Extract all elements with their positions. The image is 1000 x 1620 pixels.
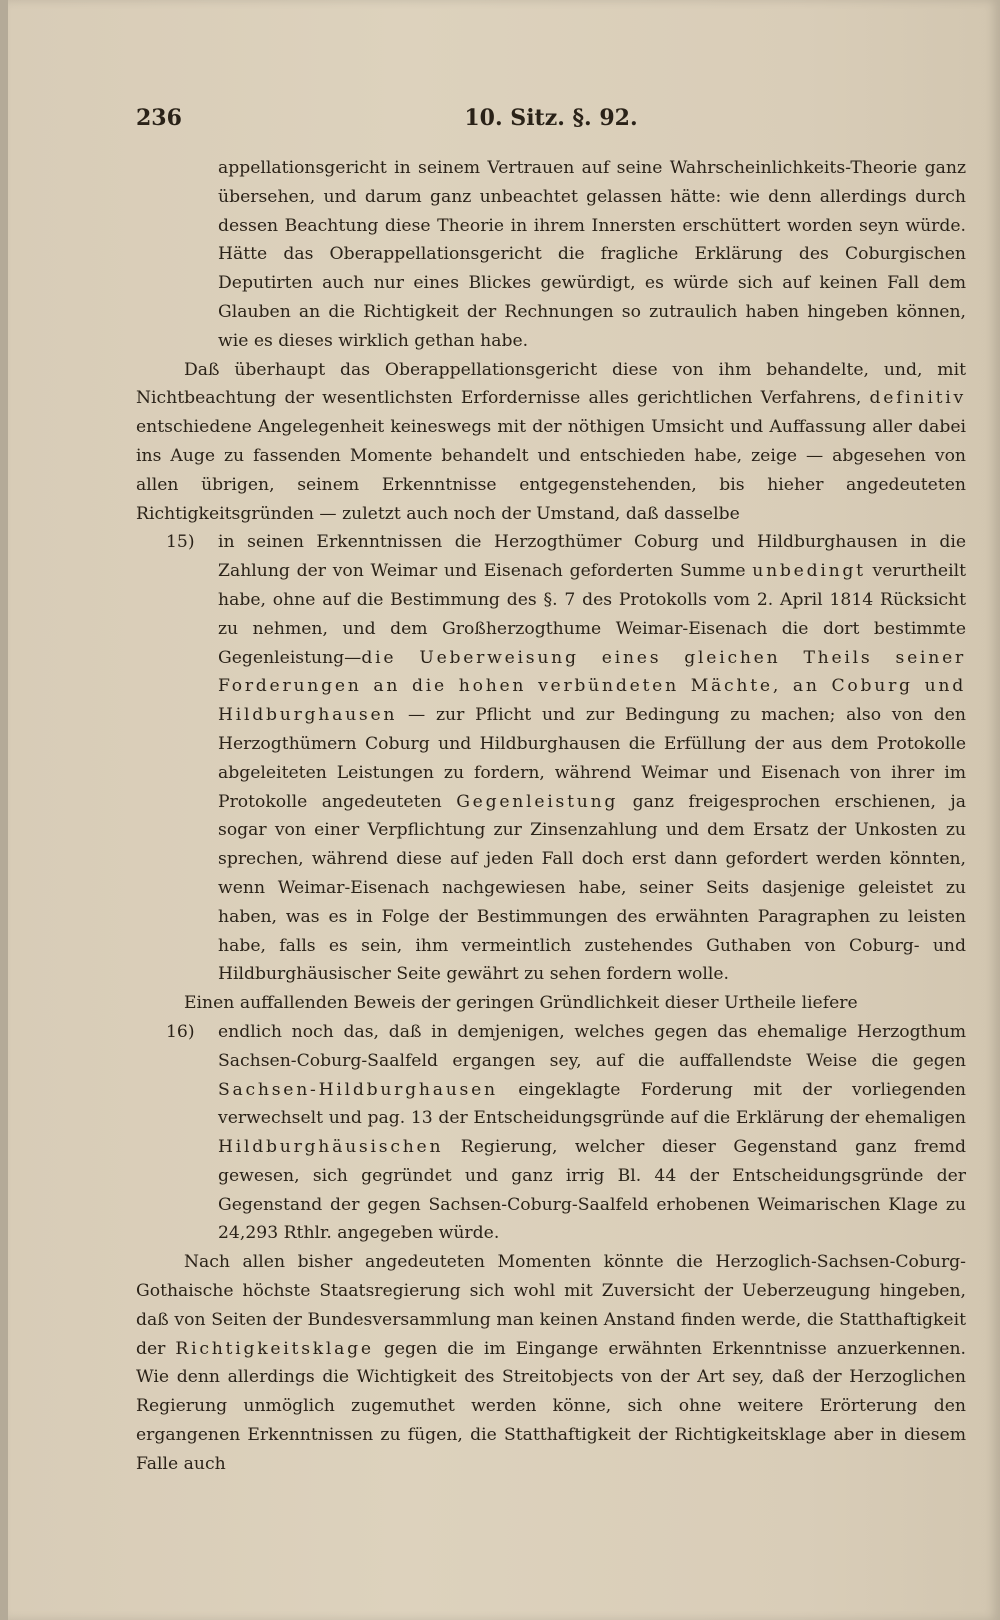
item-text: [218, 1018, 966, 1248]
paragraph-final: [136, 1248, 966, 1478]
text-span: endlich noch das, daß in demjenigen, welches gegen das ehemalige Herzogthum Sachsen-Coburg-Saalfeld ergangen sey, auf die auffallendste Weise die gegen: [218, 1021, 966, 1071]
page-number: 236: [136, 105, 182, 131]
paragraph-beweis: Einen auffallenden Beweis der geringen Gründlichkeit dieser Urtheile liefere: [184, 993, 858, 1014]
text-span: ganz freigesprochen erschienen, ja sogar von einer Verpflichtung zur Zinsenzahlung und dem Ersatz der Unkosten zu sprechen, während diese auf jeden Fall doch erst dann gefordert werden könnten, wenn Weimar-Eisenach nachgewiesen habe, seiner Seits dasjenige geleistet zu haben, was es in Folge der Bestimmungen des erwähnten Paragraphen zu leisten habe, falls es sein, ihm vermeintlich zustehendes Guthaben von Coburg- und Hildburghäusischer Seite gewährt zu sehen fordern wolle.: [218, 791, 966, 985]
numbered-item-15: [136, 528, 966, 989]
book-page: [8, 0, 1000, 1620]
item-text: [218, 528, 966, 989]
emphasis-richtigkeitsklage: Richtigkeitsklage: [175, 1338, 374, 1359]
running-title: 10. Sitz. §. 92.: [464, 105, 638, 131]
emphasis-hildburghausen: Sachsen-Hildburghausen: [218, 1079, 498, 1100]
paragraph-oberappellationsgericht: [136, 356, 966, 529]
item-number: 15): [166, 532, 195, 553]
emphasis-unbedingt: unbedingt: [752, 561, 866, 582]
emphasis-gegenleistung: Gegenleistung: [456, 791, 619, 812]
text-span: verurtheilt habe, ohne auf die Bestimmung des §. 7 des Protokolls vom 2. April 1814 Rücksicht zu nehmen, und dem Großherzogthume Weimar-Eisenach die dort bestimmte Gegenleistung—: [218, 561, 966, 668]
emphasis-definitiv: definitiv: [869, 388, 966, 409]
text-span: eingeklagte Forderung mit der vorliegenden verwechselt und pag. 13 der Entscheidungsgründe auf die Erklärung der ehemaligen: [218, 1079, 966, 1129]
item-number: 16): [166, 1021, 195, 1042]
page-content: [136, 100, 966, 1479]
numbered-item-16: [136, 1018, 966, 1248]
text-span: Nach allen bisher angedeuteten Momenten könnte die Herzoglich-Sachsen-Coburg-Gothaische höchste Staatsregierung sich wohl mit Zuversicht der Ueberzeugung hingeben, daß von Seiten der Bundesversammlung man keinen Anstand finden werde, die Statthaftigkeit der: [136, 1252, 966, 1359]
text-span: gegen die im Eingange erwähnten Erkenntnisse anzuerkennen. Wie denn allerdings die Wichtigkeit des Streitobjects von der Art sey, daß der Herzoglichen Regierung unmöglich zugemuthet werden könne, sich ohne weitere Erörterung den ergangenen Erkenntnissen zu fügen, die Statthaftigkeit der Richtigkeitsklage aber in diesem Falle auch: [136, 1338, 966, 1474]
text-span: Regierung, welcher dieser Gegenstand ganz fremd gewesen, sich gegründet und ganz irrig Bl. 44 der Entscheidungsgründe der Gegenstand der gegen Sachsen-Coburg-Saalfeld erhobenen Weimarischen Klage zu 24,293 Rthlr. angegeben würde.: [218, 1137, 966, 1244]
text-span: — zur Pflicht und zur Bedingung zu machen; also von den Herzogthümern Coburg und Hildburghausen die Erfüllung der aus dem Protokolle abgeleiteten Leistungen zu fordern, während Weimar und Eisenach von ihrer im Protokolle angedeuteten: [218, 705, 966, 812]
emphasis-ueberweisung: die Ueberweisung eines gleichen Theils seiner Forderungen an die hohen verbündeten Mächte, an Coburg und Hildburghausen: [218, 647, 966, 726]
text-span: in seinen Erkenntnissen die Herzogthümer Coburg und Hildburghausen in die Zahlung der von Weimar und Eisenach geforderten Summe: [218, 532, 966, 582]
text-span: Daß überhaupt das Oberappellationsgericht diese von ihm behandelte, und, mit Nichtbeachtung der wesentlichsten Erfordernisse alles gerichtlichen Verfahrens,: [136, 359, 966, 409]
page-header: [136, 100, 966, 136]
continued-paragraph: appellationsgericht in seinem Vertrauen auf seine Wahrscheinlichkeits-Theorie ganz übersehen, und darum ganz unbeachtet gelassen hätte: wie denn allerdings durch dessen Beachtung diese Theorie in ihrem Innersten erschüttert worden seyn würde. Hätte das Oberappellationsgericht die fragliche Erklärung des Coburgischen Deputirten auch nur eines Blickes gewürdigt, es würde sich auf keinen Fall dem Glauben an die Richtigkeit der Rechnungen so zutraulich haben hingeben können, wie es dieses wirklich gethan habe.: [218, 158, 966, 351]
emphasis-hildburghaeusischen: Hildburghäusischen: [218, 1137, 444, 1158]
text-span: entschiedene Angelegenheit keineswegs mit der nöthigen Umsicht und Auffassung aller dabei ins Auge zu fassenden Momente behandelt und entschieden habe, zeige — abgesehen von allen übrigen, seinem Erkenntnisse entgegenstehenden, bis hieher angedeuteten Richtigkeitsgründen — zuletzt auch noch der Umstand, daß dasselbe: [136, 417, 966, 524]
